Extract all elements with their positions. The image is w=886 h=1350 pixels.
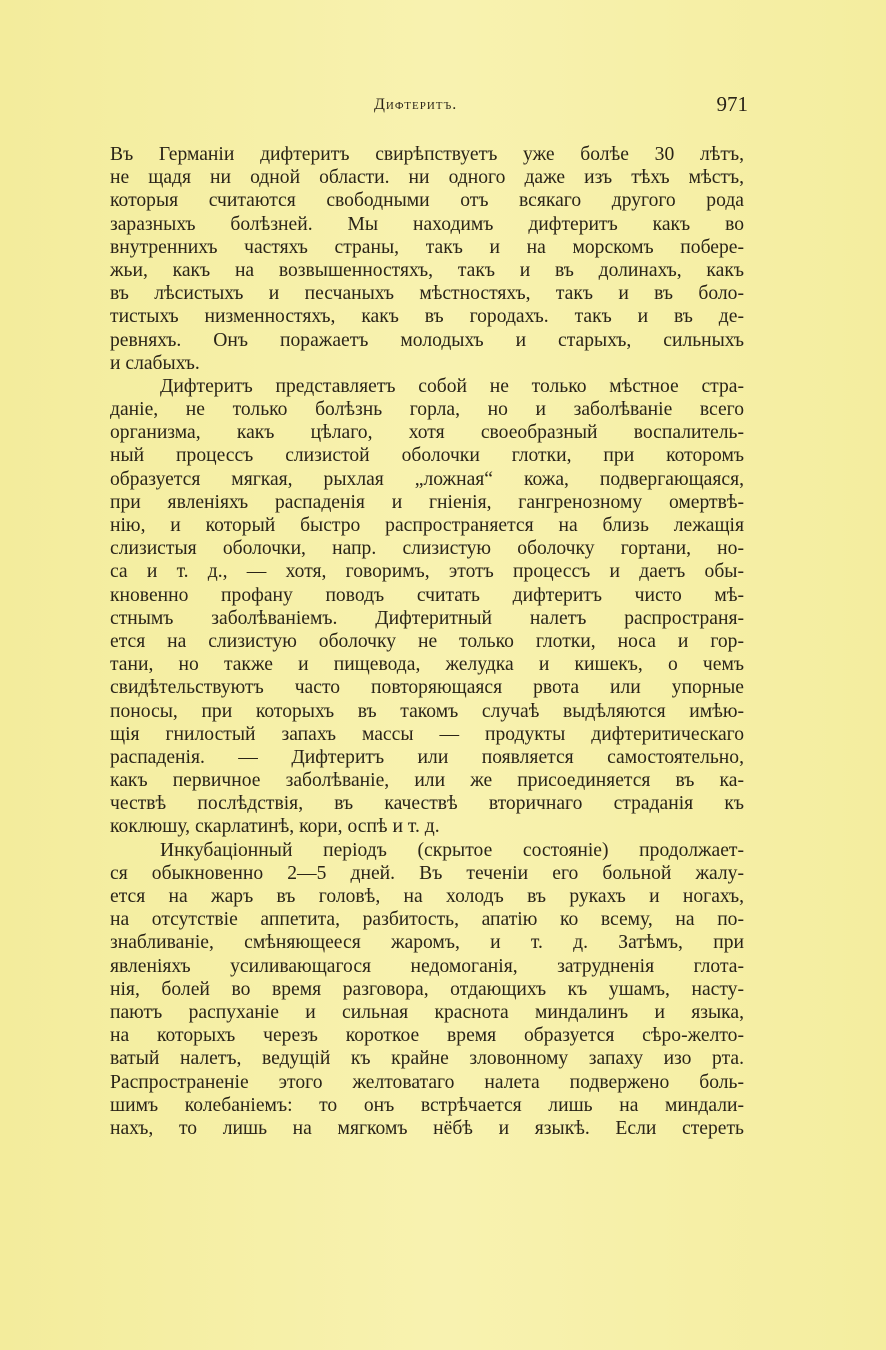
- text-line: въ лѣсистыхъ и песчаныхъ мѣстностяхъ, такъ и въ боло-: [110, 283, 744, 305]
- text-line: Распространеніе этого желтоватаго налета подвержено боль-: [110, 1071, 744, 1093]
- text-line: жьи, какъ на возвышенностяхъ, такъ и въ долинахъ, какъ: [110, 259, 744, 281]
- text-line: ется на жаръ въ головѣ, на холодъ въ рукахъ и ногахъ,: [110, 886, 744, 907]
- running-header: [108, 92, 748, 122]
- text-line: даніе, не только болѣзнь горла, но и заболѣваніе всего: [110, 399, 744, 421]
- text-line: при явленіяхъ распаденія и гніенія, гангренозному омертвѣ-: [110, 491, 744, 513]
- text-line: знабливаніе, смѣняющееся жаромъ, и т. д. Затѣмъ, при: [110, 932, 744, 954]
- text-line: чествѣ послѣдствія, въ качествѣ вторичнаго страданія къ: [110, 793, 744, 815]
- text-line: организма, какъ цѣлаго, хотя своеобразный воспалитель-: [110, 422, 744, 444]
- text-line: Инкубаціонный періодъ (скрытое состояніе) продолжает-: [160, 839, 744, 861]
- text-line: ревняхъ. Онъ поражаетъ молодыхъ и старыхъ, сильныхъ: [110, 329, 744, 351]
- text-line: которыя считаются свободными отъ всякаго другого рода: [110, 190, 744, 212]
- text-line: заразныхъ болѣзней. Мы находимъ дифтеритъ какъ во: [110, 213, 744, 235]
- text-line: ный процессъ слизистой оболочки глотки, при которомъ: [110, 445, 744, 467]
- text-line: ся обыкновенно 2—5 дней. Въ теченіи его больной жалу-: [110, 862, 744, 884]
- text-line: коклюшу, скарлатинѣ, кори, оспѣ и т. д.: [110, 816, 440, 838]
- text-line: на которыхъ черезъ короткое время образуется сѣро-желто-: [110, 1025, 744, 1047]
- page-number: 971: [716, 92, 748, 116]
- text-line: паютъ распуханіе и сильная краснота миндалинъ и языка,: [110, 1001, 744, 1023]
- text-line: Дифтеритъ представляетъ собой не только мѣстное стра-: [160, 375, 744, 397]
- text-line: не щадя ни одной области. ни одного даже изъ тѣхъ мѣстъ,: [110, 167, 744, 189]
- text-line: свидѣтельствуютъ часто повторяющаяся рвота или упорные: [110, 677, 744, 699]
- text-line: поносы, при которыхъ въ такомъ случаѣ выдѣляются имѣю-: [110, 700, 744, 722]
- text-line: слизистыя оболочки, напр. слизистую оболочку гортани, но-: [110, 538, 744, 560]
- text-line: кновенно профану поводъ считать дифтеритъ чисто мѣ-: [110, 584, 744, 606]
- text-line: тистыхъ низменностяхъ, какъ въ городахъ. такъ и въ де-: [110, 306, 744, 328]
- text-line: ется на слизистую оболочку не только глотки, носа и гор-: [110, 630, 744, 652]
- text-line: са и т. д., — хотя, говоримъ, этотъ процессъ и даетъ обы-: [110, 561, 744, 583]
- text-line: нію, и который быстро распространяется на близь лежащія: [110, 515, 744, 536]
- text-line: и слабыхъ.: [110, 352, 200, 374]
- text-line: внутреннихъ частяхъ страны, такъ и на морскомъ побере-: [110, 236, 744, 258]
- text-line: нахъ, то лишь на мягкомъ нёбѣ и языкѣ. Если стереть: [110, 1117, 744, 1139]
- text-line: Въ Германіи дифтеритъ свирѣпствуетъ уже болѣе 30 лѣтъ,: [110, 144, 744, 165]
- text-line: ватый налетъ, ведущій къ крайне зловонному запаху изо рта.: [110, 1048, 744, 1070]
- text-line: шимъ колебаніемъ: то онъ встрѣчается лишь на миндали-: [110, 1094, 744, 1116]
- text-line: какъ первичное заболѣваніе, или же присоединяется въ ка-: [110, 770, 744, 792]
- text-line: образуется мягкая, рыхлая „ложная“ кожа, подвергающаяся,: [110, 468, 744, 490]
- text-line: щія гнилостый запахъ массы — продукты дифтеритическаго: [110, 723, 744, 745]
- text-line: тани, но также и пищевода, желудка и кишекъ, о чемъ: [110, 654, 744, 676]
- text-line: нія, болей во время разговора, отдающихъ къ ушамъ, насту-: [110, 978, 744, 1000]
- running-title: Дифтеритъ.: [374, 96, 458, 113]
- text-line: на отсутствіе аппетита, разбитость, апатію ко всему, на по-: [110, 909, 744, 931]
- text-line: распаденія. — Дифтеритъ или появляется самостоятельно,: [110, 746, 744, 768]
- text-line: явленіяхъ усиливающагося недомоганія, затрудненія глота-: [110, 955, 744, 977]
- text-line: стнымъ заболѣваніемъ. Дифтеритный налетъ распространя-: [110, 607, 744, 629]
- body-text: [110, 143, 744, 1140]
